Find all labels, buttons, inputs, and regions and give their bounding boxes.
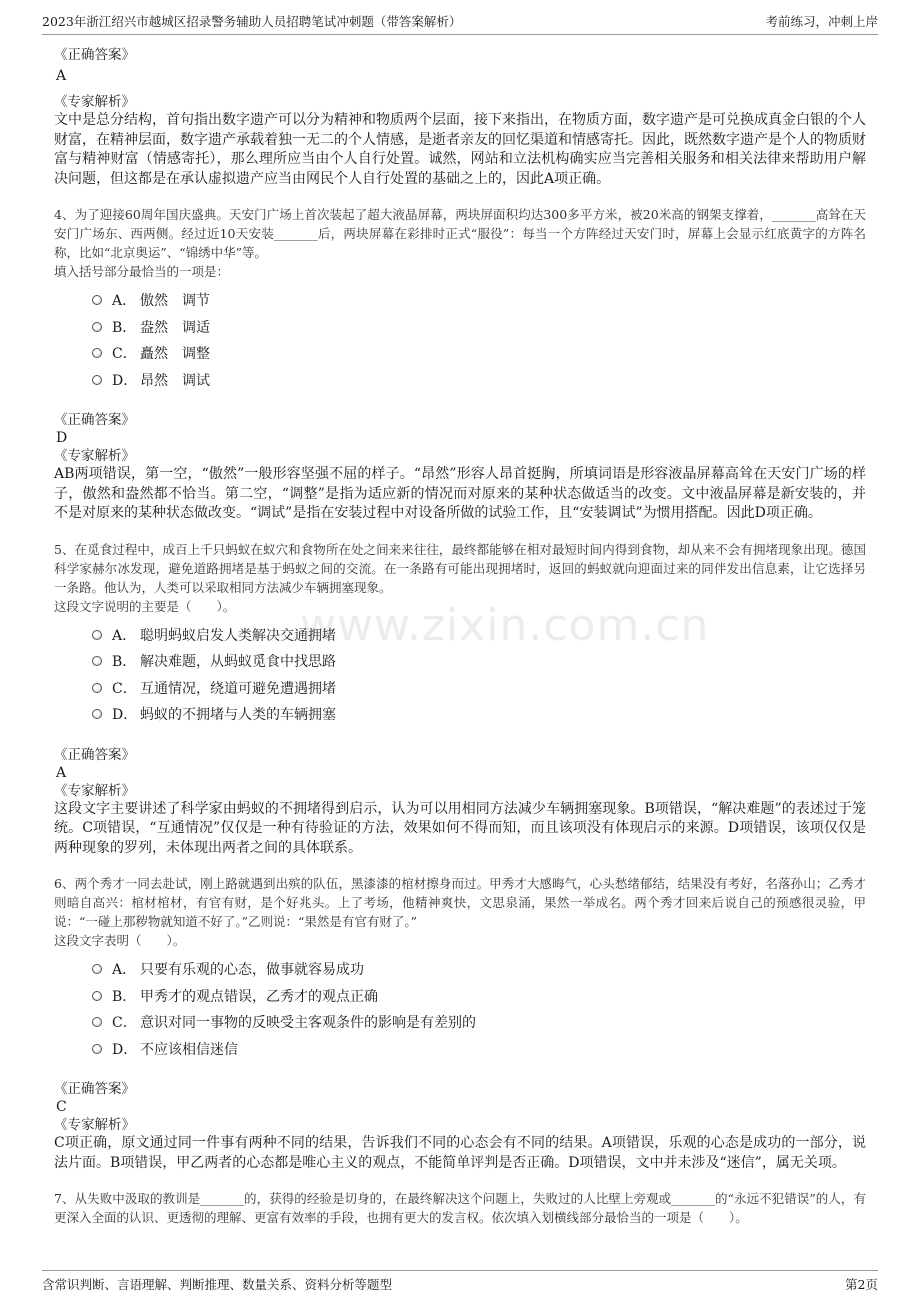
option-a[interactable] xyxy=(92,622,866,649)
option-c[interactable] xyxy=(92,340,866,367)
option-letter: D． xyxy=(112,1041,138,1058)
radio-icon[interactable] xyxy=(92,709,102,719)
radio-icon[interactable] xyxy=(92,1044,102,1054)
analysis-label: 《专家解析》 xyxy=(54,1117,135,1133)
page-number: 第2页 xyxy=(845,1277,878,1292)
option-text: 昂然 调试 xyxy=(140,372,210,389)
answer-label: 《正确答案》 xyxy=(54,412,135,428)
analysis-label: 《专家解析》 xyxy=(54,782,135,799)
answer-block xyxy=(54,1080,866,1116)
option-text: 聪明蚂蚁启发人类解决交通拥堵 xyxy=(140,627,336,644)
option-text: 傲然 调节 xyxy=(140,293,210,310)
option-text: 蚂蚁的不拥堵与人类的车辆拥塞 xyxy=(140,707,336,724)
option-list xyxy=(54,622,866,728)
option-letter: B． xyxy=(112,988,137,1005)
radio-icon[interactable] xyxy=(92,348,102,358)
analysis-block xyxy=(54,1116,866,1173)
analysis-text: 文中是总分结构，首句指出数字遗产可以分为精神和物质两个层面，接下来指出，在物质方面，数字遗产是可兑换成真金白银的个人财富，在精神层面，数字遗产承载着独一无二的个人情感，是逝者亲友的回忆渠道和情感寄托。因此，既然数字遗产是个人的物质财富与精神财富（情感寄托），那么理所应当由个人自行处置。诚然，网站和立法机构确实应当完善相关服务和相关法律来帮助用户解决问题，但这都是在承认虚拟遗产应当由网民个人自行处置的基础之上的，因此A项正确。 xyxy=(54,112,866,187)
option-letter: A． xyxy=(112,627,137,644)
option-text: 互通情况，绕道可避免遭遇拥堵 xyxy=(140,680,336,697)
radio-icon[interactable] xyxy=(92,656,102,666)
footer-categories: 含常识判断、言语理解、判断推理、数量关系、资料分析等题型 xyxy=(42,1277,393,1292)
option-b[interactable] xyxy=(92,648,866,675)
radio-icon[interactable] xyxy=(92,375,102,385)
answer-label: 《正确答案》 xyxy=(54,47,135,63)
option-letter: C． xyxy=(112,680,137,697)
option-text: 盎然 调适 xyxy=(140,319,210,336)
answer-label: 《正确答案》 xyxy=(54,1081,135,1097)
answer-label: 《正确答案》 xyxy=(54,746,135,763)
radio-icon[interactable] xyxy=(92,630,102,640)
option-text: 甲秀才的观点错误，乙秀才的观点正确 xyxy=(140,988,378,1005)
analysis-text: AB两项错误，第一空，“傲然”一般形容坚强不屈的样子。“昂然”形容人昂首挺胸，所填词语是形容液晶屏幕高耸在天安门广场的样子，傲然和盎然都不恰当。第二空，“调整”是指为适应新的情况而对原来的某种状态做适当的改变。文中液晶屏幕是新安装的，并不是对原来的某种状态做改变。“调试”是指在安装过程中对设备所做的试验工作，且“安装调试”为惯用搭配。因此D项正确。 xyxy=(54,466,866,521)
analysis-text: 这段文字主要讲述了科学家由蚂蚁的不拥堵得到启示，认为可以用相同方法减少车辆拥塞现象。B项错误，“解决难题”的表述过于笼统。C项错误，“互通情况”仅仅是一种有待验证的方法，效果如何不得而知，而且该项没有体现启示的来源。D项错误，该项仅仅是两种现象的罗列，未体现出两者之间的具体联系。 xyxy=(54,800,866,856)
answer-block xyxy=(54,411,866,447)
option-d[interactable] xyxy=(92,367,866,394)
page-header xyxy=(42,8,878,35)
watermark: www.zixin.com.cn xyxy=(300,600,710,651)
option-list xyxy=(54,287,866,393)
option-letter: D． xyxy=(112,372,138,389)
radio-icon[interactable] xyxy=(92,322,102,332)
option-a[interactable] xyxy=(92,956,866,983)
answer-block xyxy=(54,746,866,782)
radio-icon[interactable] xyxy=(92,1017,102,1027)
analysis-block-prev xyxy=(54,93,866,189)
question-stem: 5、在觅食过程中，成百上千只蚂蚁在蚁穴和食物所在处之间来来往往，最终都能够在相对最短时间内得到食物，却从来不会有拥堵现象出现。德国科学家赫尔冰发现，避免道路拥堵是基于蚂蚁之间的交流。在一条路有可能出现拥堵时，返回的蚂蚁就向迎面过来的同伴发出信息素，让它选择另一条路。他认为，人类可以采取相同方法减少车辆拥塞现象。 xyxy=(54,541,866,595)
option-b[interactable] xyxy=(92,314,866,341)
option-d[interactable] xyxy=(92,1036,866,1063)
page-content xyxy=(54,46,866,1227)
question-stem: 4、为了迎接60周年国庆盛典。天安门广场上首次装起了超大液晶屏幕，两块屏面积均达300多平方米，被20米高的钢架支撑着，_______高耸在天安门广场东、西两侧。经过近10天安装_______后，两块屏幕在彩排时正式“服役”：每当一个方阵经过天安门时，屏幕上会显示红底黄字的方阵名称，比如“北京奥运”、“锦绣中华”等。 xyxy=(54,207,866,260)
question-prompt: 这段文字表明（ ）。 xyxy=(54,933,186,948)
option-text: 解决难题，从蚂蚁觅食中找思路 xyxy=(140,654,336,671)
analysis-label: 《专家解析》 xyxy=(54,94,135,110)
answer-value: A xyxy=(56,68,67,84)
answer-value: A xyxy=(56,764,67,781)
question-4 xyxy=(54,205,866,524)
option-c[interactable] xyxy=(92,1009,866,1036)
radio-icon[interactable] xyxy=(92,991,102,1001)
analysis-block xyxy=(54,447,866,524)
option-letter: B． xyxy=(112,319,137,336)
analysis-label: 《专家解析》 xyxy=(54,448,135,464)
question-5 xyxy=(54,540,866,859)
option-a[interactable] xyxy=(92,287,866,314)
question-prompt: 这段文字说明的主要是（ ）。 xyxy=(54,598,236,614)
option-text: 不应该相信迷信 xyxy=(140,1041,238,1058)
option-letter: D． xyxy=(112,707,138,724)
answer-value: D xyxy=(56,430,68,446)
question-7 xyxy=(54,1189,866,1227)
answer-block-prev xyxy=(54,46,866,85)
header-slogan: 考前练习，冲刺上岸 xyxy=(765,14,878,29)
document-title: 2023年浙江绍兴市越城区招录警务辅助人员招聘笔试冲刺题（带答案解析） xyxy=(42,14,462,29)
option-text: 矗然 调整 xyxy=(140,346,210,363)
option-list xyxy=(54,956,866,1062)
radio-icon[interactable] xyxy=(92,964,102,974)
analysis-block xyxy=(54,782,866,859)
question-6 xyxy=(54,874,866,1173)
option-letter: A． xyxy=(112,293,137,310)
page-footer xyxy=(42,1270,878,1297)
question-prompt: 填入括号部分最恰当的一项是： xyxy=(54,264,230,279)
option-d[interactable] xyxy=(92,701,866,728)
option-c[interactable] xyxy=(92,675,866,702)
question-stem: 6、两个秀才一同去赴试，刚上路就遇到出殡的队伍，黑漆漆的棺材擦身而过。甲秀才大感晦气，心头愁绪郁结，结果没有考好，名落孙山；乙秀才则暗自高兴：棺材棺材，有官有财，是个好兆头。上了考场，他精神爽快，文思泉涌，果然一举成名。两个秀才回来后说自己的预感很灵验，甲说：“一碰上那秽物就知道不好了。”乙则说：“果然是有官有财了。” xyxy=(54,876,866,929)
answer-value: C xyxy=(56,1099,67,1115)
option-text: 意识对同一事物的反映受主客观条件的影响是有差别的 xyxy=(140,1015,476,1032)
question-stem: 7、从失败中汲取的教训是_______的，获得的经验是切身的，在最终解决这个问题上，失败过的人比壁上旁观或_______的“永远不犯错误”的人，有更深入全面的认识、更透彻的理解、更富有效率的手段，也拥有更大的发言权。依次填入划横线部分最恰当的一项是（ ）。 xyxy=(54,1191,866,1225)
option-text: 只要有乐观的心态，做事就容易成功 xyxy=(140,962,364,979)
radio-icon[interactable] xyxy=(92,683,102,693)
analysis-text: C项正确，原文通过同一件事有两种不同的结果，告诉我们不同的心态会有不同的结果。A项错误，乐观的心态是成功的一部分，说法片面。B项错误，甲乙两者的心态都是唯心主义的观点，不能简单评判是否正确。D项错误，文中并未涉及“迷信”，属无关项。 xyxy=(54,1135,866,1171)
option-letter: C． xyxy=(112,1015,137,1032)
radio-icon[interactable] xyxy=(92,295,102,305)
option-letter: A． xyxy=(112,962,137,979)
option-b[interactable] xyxy=(92,983,866,1010)
option-letter: C． xyxy=(112,346,137,363)
option-letter: B． xyxy=(112,654,137,671)
